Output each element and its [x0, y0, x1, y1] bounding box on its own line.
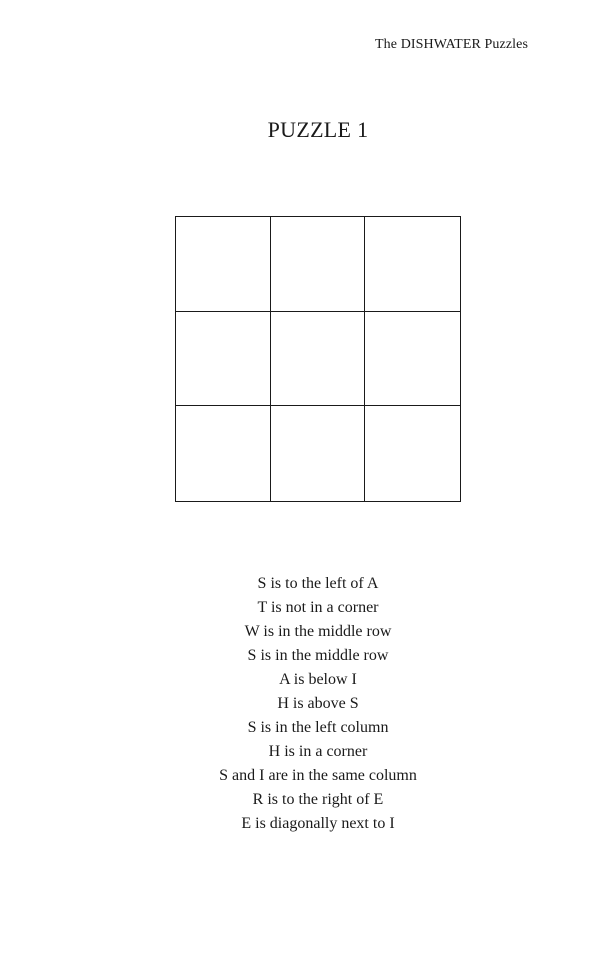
grid-cell-r3-c2[interactable] — [271, 406, 366, 501]
clue-item: T is not in a corner — [257, 599, 379, 616]
grid-cell-r2-c3[interactable] — [365, 312, 460, 407]
grid-cell-r1-c1[interactable] — [176, 217, 271, 312]
grid-cell-r3-c1[interactable] — [176, 406, 271, 501]
clue-item: A is below I — [279, 671, 357, 688]
clue-item: S is in the left column — [247, 719, 389, 736]
clue-item: S and I are in the same column — [219, 767, 417, 784]
clue-item: E is diagonally next to I — [241, 815, 395, 832]
grid-cell-r1-c3[interactable] — [365, 217, 460, 312]
running-header: The DISHWATER Puzzles — [375, 37, 528, 52]
grid-cell-r3-c3[interactable] — [365, 406, 460, 501]
clue-item: S is to the left of A — [257, 575, 379, 592]
puzzle-grid — [175, 216, 461, 502]
clue-item: H is above S — [277, 695, 359, 712]
clue-item: R is to the right of E — [252, 791, 384, 808]
clue-item: S is in the middle row — [247, 647, 389, 664]
clue-item: W is in the middle row — [244, 623, 392, 640]
grid-cell-r1-c2[interactable] — [271, 217, 366, 312]
puzzle-title: PUZZLE 1 — [267, 117, 369, 142]
clue-item: H is in a corner — [268, 743, 368, 760]
clue-list — [0, 572, 600, 836]
grid-cell-r2-c1[interactable] — [176, 312, 271, 407]
grid-cell-r2-c2[interactable] — [271, 312, 366, 407]
